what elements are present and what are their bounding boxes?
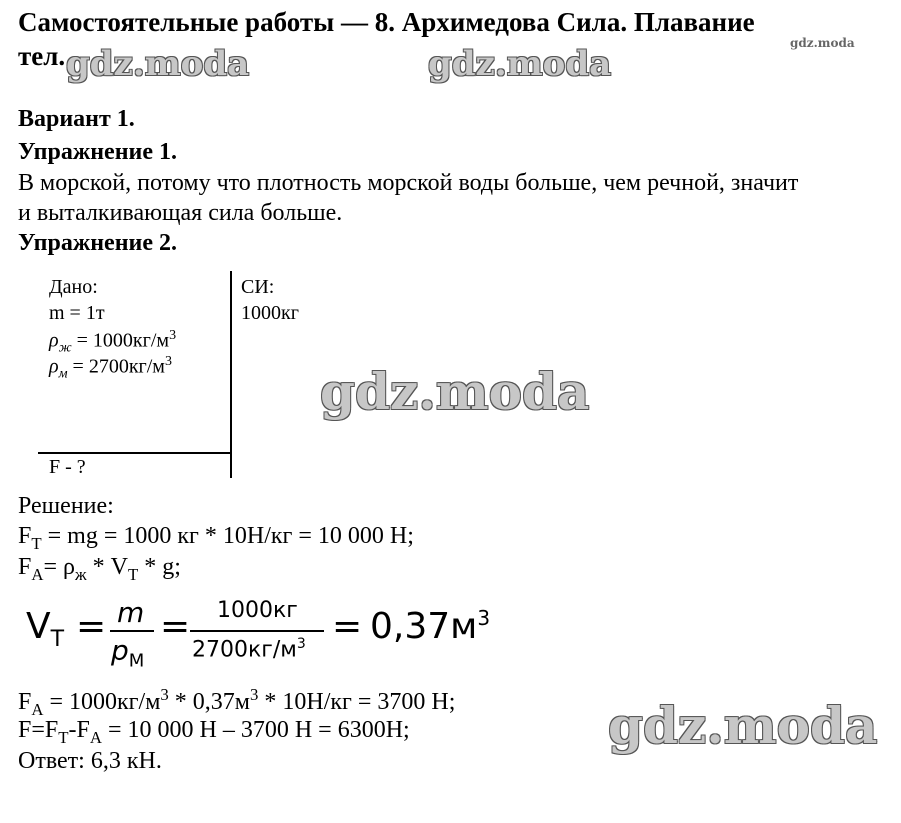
watermark-2: gdz.moda <box>428 44 612 84</box>
variant-heading: Вариант 1. <box>18 106 135 132</box>
exercise1-answer-line2: и выталкивающая сила больше. <box>18 200 343 226</box>
page-title-line1: Самостоятельные работы — 8. Архимедова Сила. Плавание <box>18 7 755 37</box>
watermark-1: gdz.moda <box>66 44 250 84</box>
given-rho-metal: $\rho_м = 2700кг/м^3$ <box>49 354 172 382</box>
si-value: 1000кг <box>241 302 299 324</box>
given-divider-vertical <box>230 271 232 478</box>
watermark-small: gdz.moda <box>790 36 855 50</box>
exercise1-heading: Упражнение 1. <box>18 139 178 165</box>
given-mass: m = 1т <box>49 302 105 324</box>
exercise2-heading: Упражнение 2. <box>18 230 178 256</box>
solution-archimedes-formula: $F_A= \rho_ж * V_T * g$; <box>18 554 181 584</box>
fraction-bar-2 <box>190 630 324 632</box>
solution-label: Решение: <box>18 493 114 519</box>
formula-denominator-density: $2700кг/м^3$ <box>192 636 306 663</box>
given-find: F - ? <box>49 456 86 478</box>
solution-archimedes-value: $F_A = 1000кг/м^3 * 0,37м^3 * 10Н/кг = 3700$ Н; <box>18 685 456 719</box>
page-title-line2: тел. <box>18 41 66 71</box>
formula-numerator-m: m <box>117 596 145 629</box>
given-label: Дано: <box>49 276 98 298</box>
watermark-3: gdz.moda <box>320 362 590 421</box>
formula-equals-3: = <box>332 606 363 647</box>
formula-numerator-mass: 1000кг <box>217 598 298 623</box>
formula-result: $0,37м^3$ <box>370 606 491 647</box>
solution-answer: Ответ: 6,3 кН. <box>18 748 162 774</box>
formula-equals-2: = <box>160 606 191 647</box>
given-divider-horizontal <box>38 452 232 454</box>
given-rho-liquid: $\rho_ж = 1000кг/м^3$ <box>49 328 177 356</box>
formula-denominator-pm: $p_M$ <box>111 634 145 672</box>
formula-equals-1: = <box>76 606 107 647</box>
solution-gravity-force: $F_T$ = mg = 1000 кг * 10Н/кг = 10 000 Н; <box>18 523 414 553</box>
fraction-bar-1 <box>110 630 154 632</box>
watermark-4: gdz.moda <box>608 696 878 755</box>
solution-net-force: $F=F_T-F_A = 10$ 000 Н – 3700 Н = 6300Н; <box>18 717 410 747</box>
exercise1-answer-line1: В морской, потому что плотность морской воды больше, чем речной, значит <box>18 170 799 196</box>
si-label: СИ: <box>241 276 275 298</box>
formula-lhs: $V_T$ <box>26 606 65 653</box>
